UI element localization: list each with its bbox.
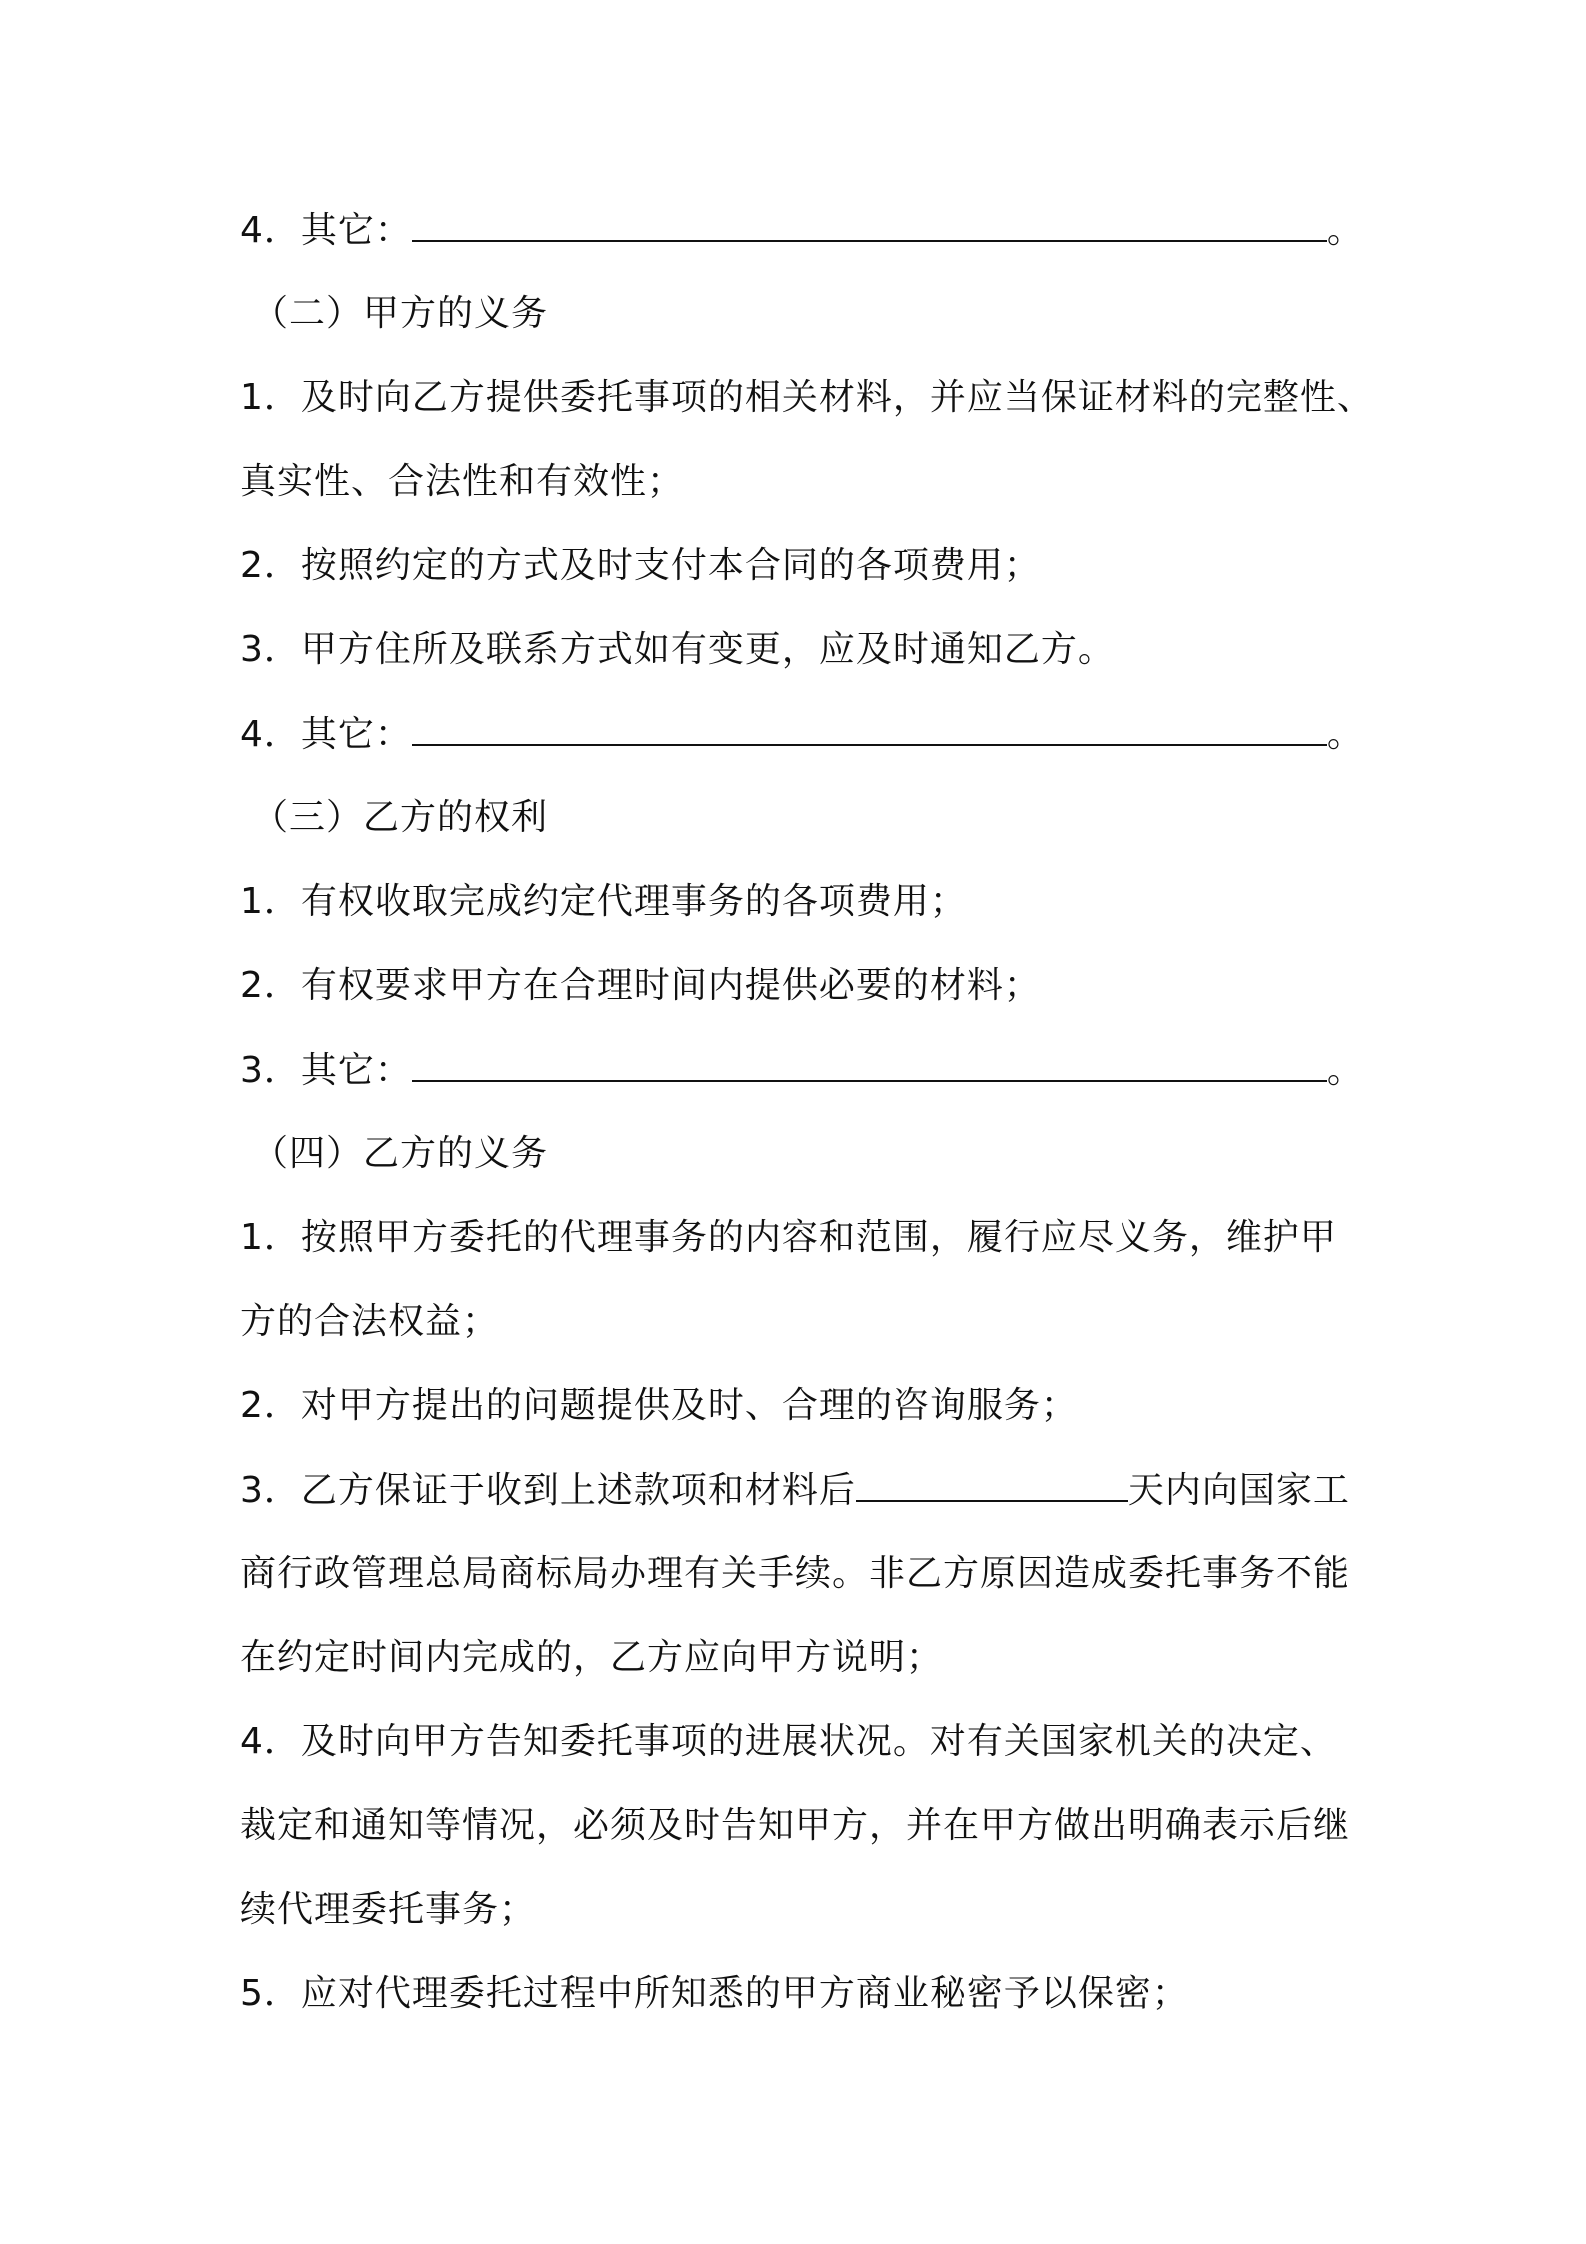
section-heading-party-b-obligations: （四）乙方的义务 xyxy=(252,1133,549,1174)
paragraph-line: 1．按照甲方委托的代理事务的内容和范围，履行应尽义务，维护甲 xyxy=(240,1217,1337,1258)
paragraph-line: 真实性、合法性和有效性； xyxy=(240,461,685,502)
days-commitment-line xyxy=(240,1466,1350,1514)
paragraph-line: 1．有权收取完成约定代理事务的各项费用； xyxy=(240,881,967,922)
paragraph-line: 2．对甲方提出的问题提供及时、合理的咨询服务； xyxy=(240,1385,1078,1426)
paragraph-line: 商行政管理总局商标局办理有关手续。非乙方原因造成委托事务不能 xyxy=(240,1553,1351,1594)
line-end: 天内向国家工 xyxy=(1127,1470,1350,1511)
party-a-other-line xyxy=(240,710,1364,758)
fill-in-blank[interactable] xyxy=(412,1046,1327,1082)
days-fill-in-blank[interactable] xyxy=(856,1466,1128,1502)
line-end: 。 xyxy=(1326,1050,1364,1091)
fill-in-blank[interactable] xyxy=(412,710,1327,746)
section-heading-party-a-obligations: （二）甲方的义务 xyxy=(252,293,549,334)
line-label: 3．其它： xyxy=(240,1050,412,1091)
paragraph-line: 3．甲方住所及联系方式如有变更，应及时通知乙方。 xyxy=(240,629,1115,670)
paragraph-line: 2．有权要求甲方在合理时间内提供必要的材料； xyxy=(240,965,1041,1006)
paragraph-line: 续代理委托事务； xyxy=(240,1889,537,1930)
line-end: 。 xyxy=(1326,714,1364,755)
paragraph-line: 在约定时间内完成的，乙方应向甲方说明； xyxy=(240,1637,944,1678)
paragraph-line: 5．应对代理委托过程中所知悉的甲方商业秘密予以保密； xyxy=(240,1973,1189,2014)
line-end: 。 xyxy=(1326,210,1364,251)
obligation-party-a-other-line xyxy=(240,206,1364,254)
paragraph-line: 1．及时向乙方提供委托事项的相关材料，并应当保证材料的完整性、 xyxy=(240,377,1374,418)
paragraph-line: 裁定和通知等情况，必须及时告知甲方，并在甲方做出明确表示后继 xyxy=(240,1805,1351,1846)
line-label: 4．其它： xyxy=(240,210,412,251)
paragraph-line: 4．及时向甲方告知委托事项的进展状况。对有关国家机关的决定、 xyxy=(240,1721,1337,1762)
section-heading-party-b-rights: （三）乙方的权利 xyxy=(252,797,549,838)
line-label: 4．其它： xyxy=(240,714,412,755)
paragraph-line: 方的合法权益； xyxy=(240,1301,500,1342)
party-b-rights-other-line xyxy=(240,1046,1364,1094)
paragraph-line: 2．按照约定的方式及时支付本合同的各项费用； xyxy=(240,545,1041,586)
line-label: 3．乙方保证于收到上述款项和材料后 xyxy=(240,1470,856,1511)
fill-in-blank[interactable] xyxy=(412,206,1327,242)
